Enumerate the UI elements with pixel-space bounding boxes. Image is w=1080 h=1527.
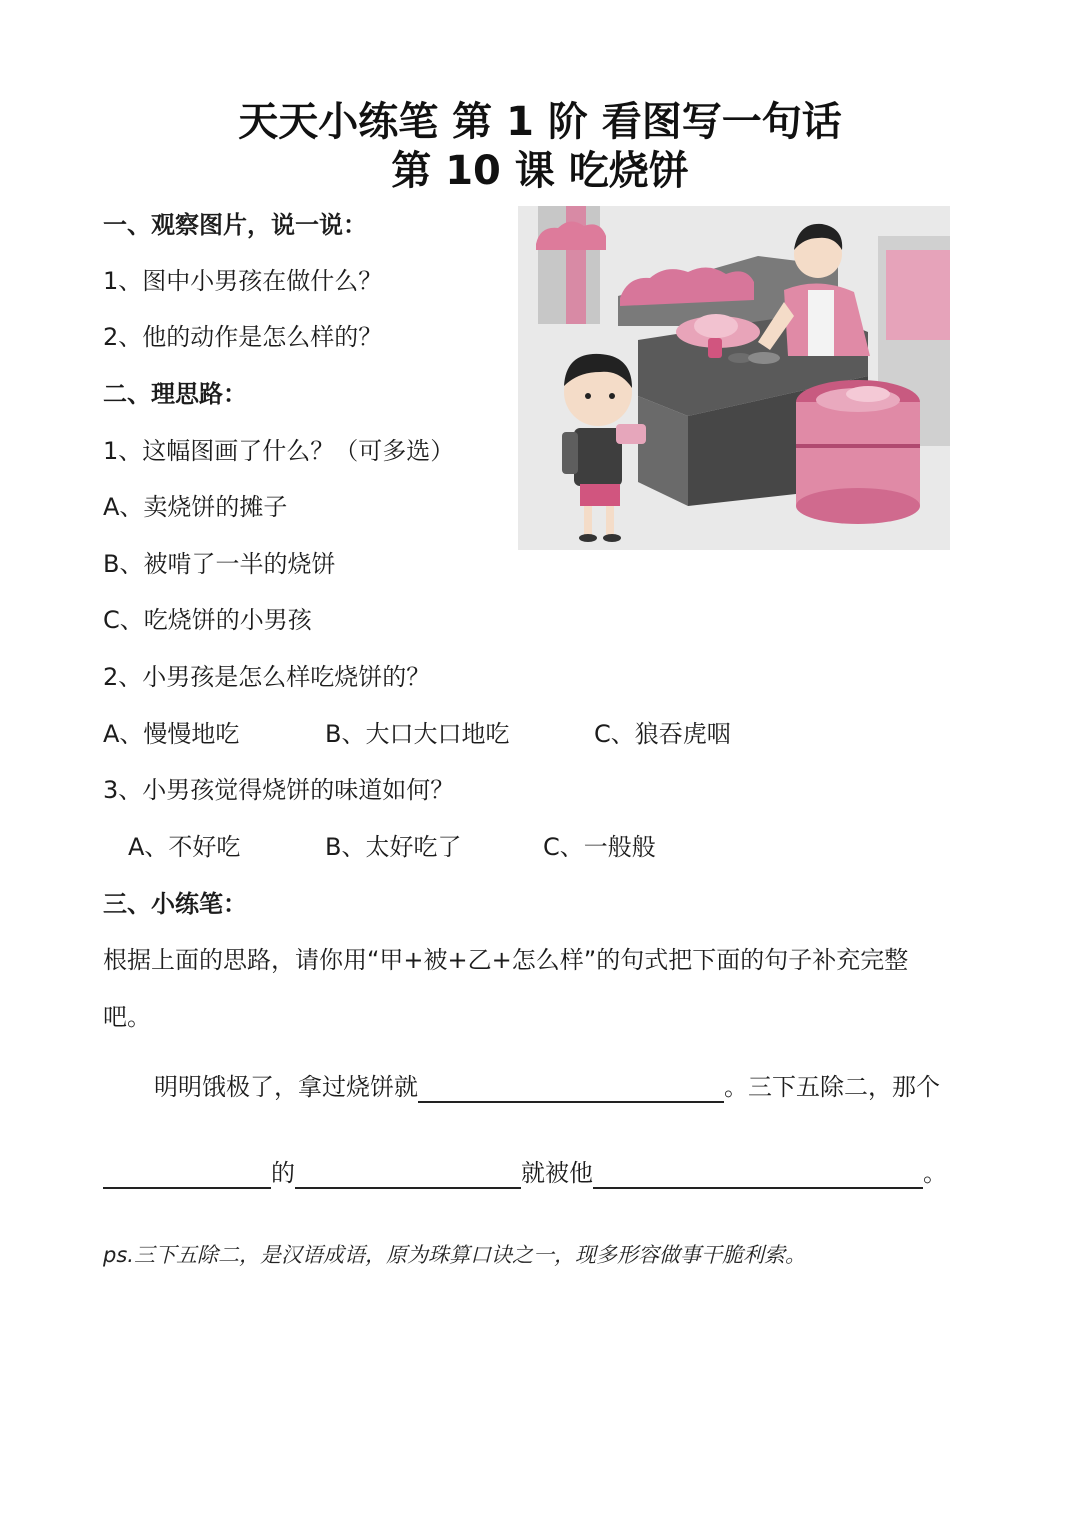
section1-question-2: 2、他的动作是怎么样的？ <box>103 323 383 351</box>
q1-option-a: A、卖烧饼的摊子 <box>103 493 288 521</box>
q3-option-b: B、太好吃了 <box>325 833 462 861</box>
blank-3[interactable] <box>295 1161 521 1189</box>
section1-question-1: 1、图中小男孩在做什么？ <box>103 267 383 295</box>
section2-question-1: 1、这幅图画了什么？（可多选） <box>103 437 455 465</box>
ps-note: ps.三下五除二，是汉语成语，原为珠算口诀之一，现多形容做事干脆利索。 <box>103 1243 806 1267</box>
fill-text-3: 的 <box>271 1159 295 1187</box>
section2-question-2: 2、小男孩是怎么样吃烧饼的？ <box>103 663 431 691</box>
q2-option-a: A、慢慢地吃 <box>103 720 240 748</box>
q2-option-b: B、大口大口地吃 <box>325 720 510 748</box>
fill-sentence-line-2 <box>103 1157 947 1189</box>
fill-text-5: 。 <box>923 1159 947 1187</box>
fill-text-2: 。三下五除二，那个 <box>724 1073 940 1101</box>
instruction-line-2: 吧。 <box>103 1003 151 1031</box>
q3-option-a: A、不好吃 <box>128 833 241 861</box>
q2-option-c: C、狼吞虎咽 <box>594 720 731 748</box>
section2-question-3: 3、小男孩觉得烧饼的味道如何？ <box>103 776 455 804</box>
section2-heading: 二、理思路： <box>103 380 247 408</box>
blank-2[interactable] <box>103 1161 271 1189</box>
instruction-line-1: 根据上面的思路，请你用“甲+被+乙+怎么样”的句式把下面的句子补充完整 <box>103 946 909 974</box>
fill-text-4: 就被他 <box>521 1159 593 1187</box>
worksheet-title-line1: 天天小练笔 第 1 阶 看图写一句话 <box>238 99 842 145</box>
fill-text-1: 明明饿极了，拿过烧饼就 <box>154 1073 418 1101</box>
worksheet-title-line2: 第 10 课 吃烧饼 <box>391 148 689 194</box>
blank-1[interactable] <box>418 1075 724 1103</box>
section3-heading: 三、小练笔： <box>103 890 247 918</box>
blank-4[interactable] <box>593 1161 923 1189</box>
q1-option-c: C、吃烧饼的小男孩 <box>103 606 312 634</box>
section1-heading: 一、观察图片，说一说： <box>103 211 367 239</box>
fill-sentence-line-1 <box>154 1071 940 1103</box>
illustration-boy-eating-shaobing <box>518 206 950 550</box>
q1-option-b: B、被啃了一半的烧饼 <box>103 550 336 578</box>
q3-option-c: C、一般般 <box>543 833 656 861</box>
